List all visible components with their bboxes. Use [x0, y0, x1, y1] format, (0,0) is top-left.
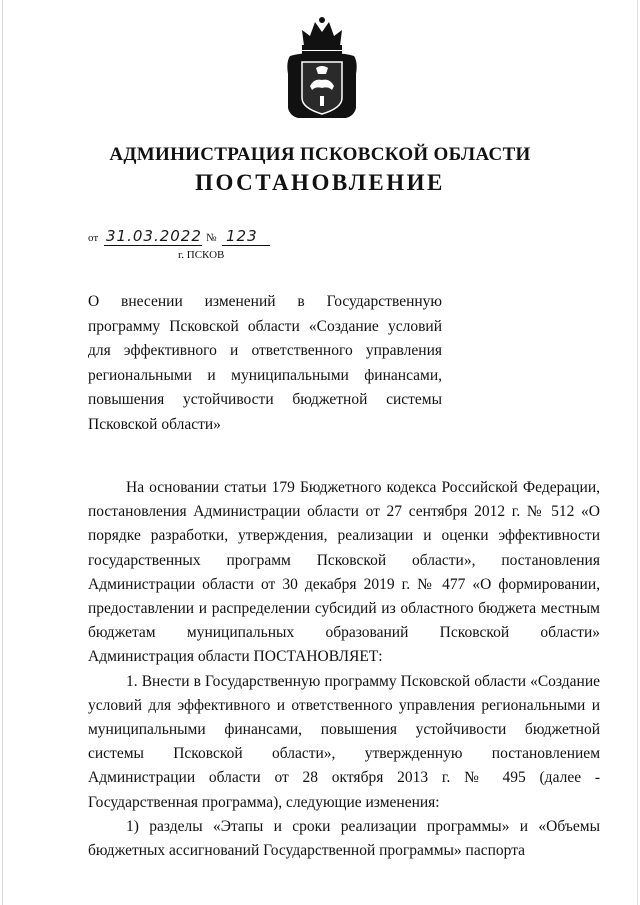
scan-edge-left	[2, 0, 3, 905]
city: г. ПСКОВ	[178, 249, 225, 261]
number-underline	[222, 245, 270, 246]
preamble-paragraph: На основании статьи 179 Бюджетного кодекса Российской Федерации, постановления Администрации области от 27 сентября 2012 г. № 512 «О порядке разработки, утверждения, реализации и оценки эффективности государственных программ Псковской области», постановления Администрации области от 30 декабря 2019 г. № 477 «О формировании, предоставлении и распределении субсидий из областного бюджета местным бюджетам муниципальных образований Псковской области» Администрация области ПОСТАНОВЛЯЕТ:	[88, 479, 600, 666]
organization-name: АДМИНИСТРАЦИЯ ПСКОВСКОЙ ОБЛАСТИ	[109, 144, 531, 165]
date-underline	[104, 245, 202, 246]
item-1-1-paragraph: 1) разделы «Этапы и сроки реализации программы» и «Объемы бюджетных ассигнований Государственной программы» паспорта	[88, 817, 600, 860]
document-subject: О внесении изменений в Государственную программу Псковской области «Создание условий для эффективного и ответственного управления региональными и муниципальными финансами, повышения устойчивости бюджетной системы Псковской области»	[88, 293, 442, 433]
document-body	[88, 476, 600, 863]
handwritten-date: 31.03.2022	[106, 227, 202, 245]
date-prefix: от	[88, 232, 99, 244]
item-1-paragraph: 1. Внести в Государственную программу Псковской области «Создание условий для эффективного и ответственного управления региональными и муниципальными финансами, повышения устойчивости бюджетной системы Псковской области», утвержденную постановлением Администрации области от 28 октября 2013 г. № 495 (далее - Государственная программа), следующие изменения:	[88, 672, 600, 811]
number-prefix: №	[206, 232, 217, 244]
document-type: ПОСТАНОВЛЕНИЕ	[195, 170, 445, 195]
pskov-coat-of-arms-icon	[282, 16, 362, 124]
scan-edge-right	[637, 0, 638, 905]
handwritten-number: 123	[226, 227, 258, 245]
registration-line	[88, 222, 288, 248]
